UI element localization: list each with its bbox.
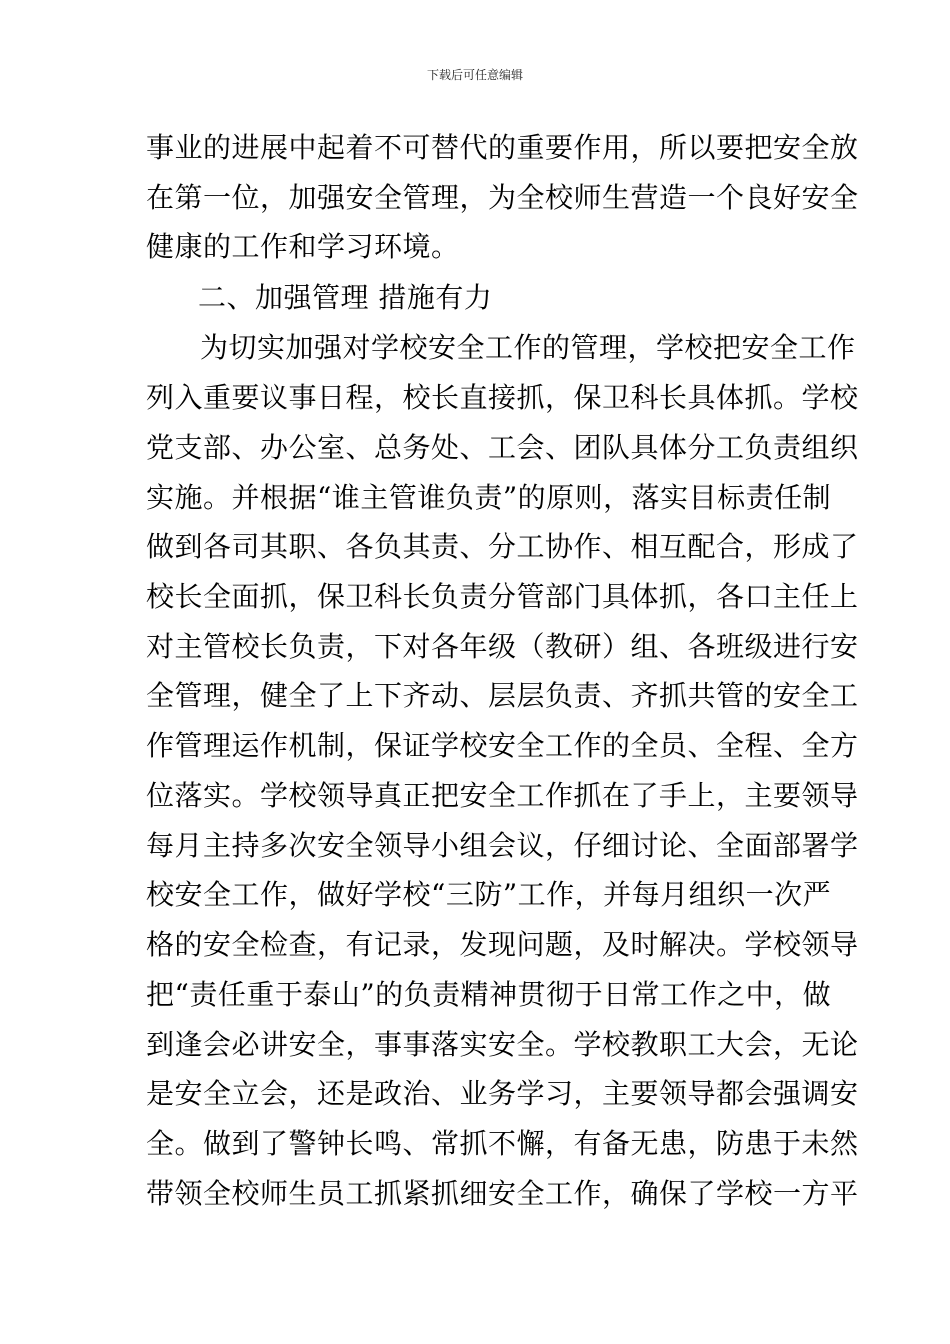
text-line: 做到各司其职、各负其责、分工协作、相互配合，形成了 xyxy=(146,530,859,563)
text-line: 为切实加强对学校安全工作的管理，学校把安全工作 xyxy=(200,331,856,364)
text-line: 校长全面抓，保卫科长负责分管部门具体抓，各口主任上 xyxy=(146,580,859,613)
text-line: 格的安全检查，有记录，发现问题，及时解决。学校领导 xyxy=(146,928,859,961)
text-line: 事业的进展中起着不可替代的重要作用，所以要把安全放 xyxy=(146,131,859,164)
text-line: 健康的工作和学习环境。 xyxy=(146,230,460,263)
text-line: 在第一位，加强安全管理，为全校师生营造一个良好安全 xyxy=(146,181,859,214)
text-line: 带领全校师生员工抓紧抓细安全工作，确保了学校一方平 xyxy=(146,1177,859,1210)
text-line: 全。做到了警钟长鸣、常抓不懈，有备无患，防患于未然 xyxy=(146,1127,859,1160)
text-line: 对主管校长负责，下对各年级（教研）组、各班级进行安 xyxy=(146,630,859,663)
text-line: 列入重要议事日程，校长直接抓，保卫科长具体抓。学校 xyxy=(146,381,859,414)
page-header: 下载后可任意编辑 xyxy=(426,68,523,82)
text-line: 党支部、办公室、总务处、工会、团队具体分工负责组织 xyxy=(146,431,859,464)
text-line: 作管理运作机制，保证学校安全工作的全员、全程、全方 xyxy=(146,729,859,762)
text-line: 校安全工作，做好学校“三防”工作，并每月组织一次严 xyxy=(146,878,832,911)
text-line: 实施。并根据“谁主管谁负责”的原则，落实目标责任制 xyxy=(146,481,832,514)
section-heading: 二、加强管理 措施有力 xyxy=(198,281,493,314)
text-line: 位落实。学校领导真正把安全工作抓在了手上，主要领导 xyxy=(146,779,859,812)
text-line: 到逢会必讲安全，事事落实安全。学校教职工大会，无论 xyxy=(146,1028,859,1061)
text-line: 全管理，健全了上下齐动、层层负责、齐抓共管的安全工 xyxy=(146,679,859,712)
text-line: 把“责任重于泰山”的负责精神贯彻于日常工作之中，做 xyxy=(146,978,832,1011)
text-line: 每月主持多次安全领导小组会议，仔细讨论、全面部署学 xyxy=(146,829,859,862)
text-line: 是安全立会，还是政治、业务学习，主要领导都会强调安 xyxy=(146,1077,859,1110)
